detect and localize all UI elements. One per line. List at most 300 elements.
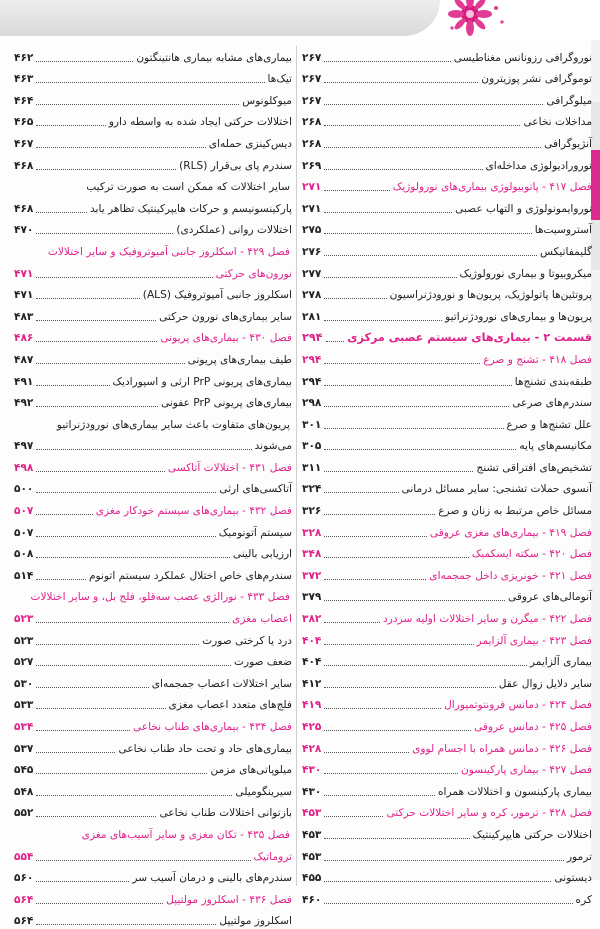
toc-page-number: ۲۷۷ — [302, 267, 322, 280]
toc-entry[interactable] — [14, 87, 292, 109]
toc-entry-title: طیف بیماری‌های پریونی — [187, 353, 292, 366]
dot-leader — [36, 860, 250, 861]
toc-entry[interactable] — [302, 778, 592, 800]
toc-entry[interactable] — [302, 238, 592, 260]
dot-leader — [36, 233, 173, 234]
dot-leader — [324, 600, 505, 601]
toc-entry-title: می‌شوند — [254, 440, 292, 453]
toc-chapter-entry[interactable] — [14, 238, 292, 260]
toc-entry-title: اختلالات حرکتی هایپرکینتیک — [472, 828, 592, 841]
dot-leader — [324, 169, 482, 170]
toc-entry[interactable] — [302, 865, 592, 887]
toc-entry[interactable] — [14, 411, 292, 433]
toc-entry[interactable] — [14, 670, 292, 692]
toc-entry-title: تیک‌ها — [267, 73, 292, 86]
toc-entry-title: فصل ۴۲۸ - ترمور، کره و سایر اختلالات حرکتی — [386, 807, 592, 820]
toc-chapter-entry[interactable] — [14, 454, 292, 476]
toc-entry-title: کره — [575, 893, 592, 906]
toc-page-number: ۴۱۲ — [302, 677, 322, 690]
toc-page-number: ۴۹۱ — [14, 375, 34, 388]
toc-entry[interactable] — [14, 130, 292, 152]
dot-leader — [36, 644, 199, 645]
toc-page-number: ۲۶۸ — [302, 116, 322, 129]
toc-entry-title: نورورادیولوژی مداخله‌ای — [485, 159, 592, 172]
toc-entry[interactable] — [302, 152, 592, 174]
toc-entry[interactable] — [302, 303, 592, 325]
toc-entry[interactable] — [14, 627, 292, 649]
toc-entry[interactable] — [14, 476, 292, 498]
toc-page-number: ۴۶۳ — [14, 73, 34, 86]
dot-leader — [36, 795, 232, 796]
toc-page-number: ۲۹۴ — [302, 353, 322, 366]
dot-leader — [324, 363, 480, 364]
toc-page-number: ۵۶۴ — [14, 915, 34, 928]
toc-entry[interactable] — [302, 497, 592, 519]
dot-leader — [324, 190, 389, 191]
toc-page-number: ۴۵۳ — [302, 828, 322, 841]
dot-leader — [324, 816, 383, 817]
toc-entry[interactable] — [302, 130, 592, 152]
toc-entry-title: بیماری‌های پریونی PrP ارثی و اسپورادیک — [112, 375, 292, 388]
toc-chapter-entry[interactable] — [302, 562, 592, 584]
dot-leader — [36, 773, 207, 774]
dot-leader — [36, 903, 163, 904]
toc-page-number: ۵۲۷ — [14, 656, 34, 669]
toc-page-number: ۴۵۳ — [302, 850, 322, 863]
dot-leader — [324, 773, 458, 774]
toc-entry-title: آتاکسی‌های ارثی — [219, 483, 292, 496]
toc-entry-title: ترمور — [566, 850, 592, 863]
dot-leader — [36, 622, 229, 623]
toc-entry[interactable] — [302, 66, 592, 88]
toc-page-number: ۳۲۶ — [302, 505, 322, 518]
toc-entry-title: درد یا کرختی صورت — [202, 634, 292, 647]
toc-page-number: ۵۶۴ — [14, 893, 34, 906]
dot-leader — [36, 147, 205, 148]
toc-chapter-entry[interactable] — [14, 584, 292, 606]
toc-entry-title: فصل ۴۳۰ - بیماری‌های پریونی — [160, 332, 292, 345]
toc-entry[interactable] — [14, 195, 292, 217]
toc-page-number: ۵۴۸ — [14, 785, 34, 798]
toc-page-number: ۴۸۶ — [14, 332, 34, 345]
toc-entry-title: سندرم پای بی‌قرار (RLS) — [179, 159, 292, 172]
dot-leader — [324, 622, 380, 623]
dot-leader — [324, 752, 409, 753]
toc-chapter-entry[interactable] — [302, 605, 592, 627]
toc-page-number: ۴۶۰ — [302, 893, 322, 906]
dot-leader — [36, 730, 130, 731]
toc-entry-title: فصل ۴۲۱ - خونریزی داخل جمجمه‌ای — [429, 569, 592, 582]
toc-entry-title: سایر اختلالات که ممکن است به صورت ترکیب — [86, 181, 290, 194]
dot-leader — [324, 644, 473, 645]
toc-entry-title: سندرم‌های خاص اختلال عملکرد سیستم اتونوم — [88, 569, 292, 582]
dot-leader — [324, 665, 526, 666]
toc-entry-title: بیماری پارکینسون و اختلالات همراه — [438, 785, 592, 798]
toc-page-number: ۳۲۴ — [302, 483, 322, 496]
dot-leader — [36, 665, 231, 666]
toc-page-number: ۵۲۳ — [14, 613, 34, 626]
toc-entry[interactable] — [14, 174, 292, 196]
toc-entry[interactable] — [14, 390, 292, 412]
toc-page-number: ۵۰۷ — [14, 505, 34, 518]
dot-leader — [324, 687, 495, 688]
toc-page-number: ۳۷۹ — [302, 591, 322, 604]
dot-leader — [36, 449, 251, 450]
toc-page-number: ۳۷۲ — [302, 569, 322, 582]
toc-entry[interactable] — [14, 44, 292, 66]
toc-chapter-entry[interactable] — [14, 886, 292, 908]
toc-page-number: ۲۷۱ — [302, 202, 322, 215]
toc-page-number: ۴۶۵ — [14, 116, 34, 129]
toc-entry-title: فصل ۴۳۲ - بیماری‌های سیستم خودکار مغزی — [95, 505, 292, 518]
toc-page-number: ۲۷۱ — [302, 181, 322, 194]
toc-page-number: ۴۷۱ — [14, 289, 34, 302]
toc-entry[interactable] — [302, 44, 592, 66]
toc-entry[interactable] — [14, 865, 292, 887]
toc-chapter-entry[interactable] — [14, 713, 292, 735]
toc-entry-title: دیس‌کینزی حمله‌ای — [208, 137, 292, 150]
toc-page-number: ۴۹۲ — [14, 397, 34, 410]
toc-entry-title: آنومالی‌های عروقی — [508, 591, 592, 604]
toc-page-number: ۵۰۸ — [14, 548, 34, 561]
toc-entry[interactable] — [14, 757, 292, 779]
toc-entry[interactable] — [302, 109, 592, 131]
toc-chapter-entry[interactable] — [14, 843, 292, 865]
toc-page-number: ۳۰۱ — [302, 418, 322, 431]
toc-chapter-entry[interactable] — [302, 519, 592, 541]
dot-leader — [36, 687, 148, 688]
dot-leader — [36, 169, 176, 170]
dot-leader — [36, 471, 164, 472]
toc-entry-title: علل تشنج‌ها و صرع — [506, 418, 592, 431]
toc-entry-title: فصل ۴۲۹ - اسکلروز جانبی آمیوتروفیک و سایر اختلالات — [47, 245, 290, 258]
toc-page-number: ۵۵۲ — [14, 807, 34, 820]
toc-entry-title: بیماری‌های پریونی PrP عفونی — [160, 397, 292, 410]
toc-entry[interactable] — [302, 886, 592, 908]
toc-page-number: ۲۶۹ — [302, 159, 322, 172]
dot-leader — [36, 104, 239, 105]
dot-leader — [324, 795, 435, 796]
toc-entry-title: اسکلروز مولتیپل — [219, 915, 292, 928]
toc-entry[interactable] — [14, 692, 292, 714]
toc-entry[interactable] — [302, 476, 592, 498]
dot-leader — [324, 255, 537, 256]
toc-entry[interactable] — [14, 908, 292, 929]
toc-page-number: ۳۴۸ — [302, 548, 322, 561]
toc-column-right — [302, 44, 592, 908]
toc-page-number: ۴۷۰ — [14, 224, 34, 237]
toc-entry[interactable] — [302, 282, 592, 304]
dot-leader — [326, 341, 345, 342]
toc-entry-title: فصل ۴۱۸ - تشنج و صرع — [483, 353, 592, 366]
dot-leader — [36, 125, 105, 126]
toc-part-heading[interactable] — [302, 325, 592, 347]
toc-page-number: ۴۳۰ — [302, 785, 322, 798]
toc-entry-title: آنسوی حملات تشنجی: سایر مسائل درمانی — [401, 483, 592, 496]
toc-entry-title: پروتئین‌ها پاتولوژیک، پریون‌ها و نورودژنراسیون — [389, 289, 592, 302]
dot-leader — [36, 61, 133, 62]
toc-entry-title: فصل ۴۲۲ - میگرن و سایر اختلالات اولیه سردرد — [383, 613, 592, 626]
toc-page-number: ۴۲۵ — [302, 721, 322, 733]
toc-entry-title: نورون‌های حرکتی — [215, 267, 292, 280]
dot-leader — [324, 557, 468, 558]
toc-entry-title: توموگرافی نشر پوزیترون — [481, 73, 592, 86]
toc-entry-title: بازتوانی اختلالات طناب نخاعی — [159, 807, 292, 820]
toc-page-number: ۲۶۸ — [302, 137, 322, 150]
toc-chapter-entry[interactable] — [14, 605, 292, 627]
toc-page-number: ۵۵۴ — [14, 850, 34, 863]
toc-entry[interactable] — [14, 519, 292, 541]
dot-leader — [36, 406, 158, 407]
dot-leader — [36, 492, 216, 493]
dot-leader — [324, 536, 426, 537]
toc-entry-title: فصل ۴۳۱ - اختلالات آتاکسی — [167, 461, 292, 474]
dot-leader — [36, 579, 86, 580]
toc-entry-title: نوروگرافی رزونانس مغناطیسی — [453, 51, 592, 64]
toc-entry[interactable] — [302, 217, 592, 239]
toc-page-number: ۴۵۵ — [302, 872, 322, 885]
toc-page-number: ۲۹۴ — [302, 331, 323, 345]
toc-chapter-entry[interactable] — [302, 735, 592, 757]
toc-entry-title: سندرم‌های صرعی — [512, 397, 592, 410]
toc-page-number: ۵۴۵ — [14, 764, 34, 777]
toc-page-number: ۵۳۷ — [14, 742, 34, 755]
dot-leader — [36, 708, 165, 709]
toc-entry[interactable] — [302, 368, 592, 390]
toc-page-number: ۲۶۷ — [302, 94, 322, 107]
toc-entry-title: اختلالات روانی (عملکردی) — [176, 224, 292, 237]
dot-leader — [324, 428, 503, 429]
toc-entry[interactable] — [302, 87, 592, 109]
toc-page-number: ۴۶۷ — [14, 137, 34, 150]
dot-leader — [324, 708, 441, 709]
toc-entry-title: مسائل خاص مرتبط به زنان و صرع — [438, 505, 592, 518]
dot-leader — [324, 125, 520, 126]
toc-entry-title: نوروایمونولوژی و التهاب عصبی — [455, 202, 592, 215]
toc-page-number: ۴۲۸ — [302, 742, 322, 755]
toc-chapter-entry[interactable] — [302, 692, 592, 714]
dot-leader — [324, 82, 478, 83]
toc-entry[interactable] — [302, 821, 592, 843]
toc-page-number: ۴۶۸ — [14, 202, 34, 215]
toc-entry-title: ارزیابی بالینی — [232, 548, 292, 561]
toc-entry-title: سایر اختلالات اعصاب جمجمه‌ای — [151, 677, 292, 690]
dot-leader — [324, 320, 442, 321]
toc-chapter-entry[interactable] — [302, 627, 592, 649]
toc-entry-title: میکروبیوتا و بیماری نورولوژیک — [459, 267, 592, 280]
dot-leader — [324, 838, 469, 839]
dot-leader — [36, 341, 157, 342]
dot-leader — [324, 449, 516, 450]
toc-entry-title: طبقه‌بندی تشنج‌ها — [514, 375, 592, 388]
toc-chapter-entry[interactable] — [302, 541, 592, 563]
toc-entry[interactable] — [14, 368, 292, 390]
toc-chapter-entry[interactable] — [302, 346, 592, 368]
chapter-tab-strip — [591, 40, 600, 880]
dot-leader — [36, 320, 156, 321]
toc-entry-title: فصل ۴۱۷ - پاتوبیولوژی بیماری‌های نورولوژیک — [392, 181, 592, 194]
dot-leader — [324, 860, 564, 861]
toc-entry-title: قسمت ۲ - بیماری‌های سیستم عصبی مرکزی — [347, 331, 592, 345]
dot-leader — [36, 277, 212, 278]
toc-entry[interactable] — [14, 346, 292, 368]
toc-page-number: ۲۸۱ — [302, 310, 322, 323]
dot-leader — [36, 924, 216, 925]
toc-entry[interactable] — [302, 390, 592, 412]
toc-entry-title: سیستم آتونومیک — [218, 526, 292, 539]
dot-leader — [324, 277, 456, 278]
toc-entry[interactable] — [302, 260, 592, 282]
dot-leader — [36, 298, 139, 299]
toc-entry-title: دیستونی — [554, 872, 592, 885]
toc-chapter-entry[interactable] — [302, 800, 592, 822]
toc-entry[interactable] — [14, 217, 292, 239]
toc-entry-title: تشخیص‌های افتراقی تشنج — [476, 461, 592, 474]
toc-entry[interactable] — [14, 282, 292, 304]
toc-chapter-entry[interactable] — [302, 174, 592, 196]
toc-page-number: ۵۳۰ — [14, 677, 34, 690]
toc-page-number: ۴۶۴ — [14, 94, 34, 107]
toc-page-number: ۵۳۴ — [14, 721, 34, 733]
toc-entry[interactable] — [302, 584, 592, 606]
toc-entry[interactable] — [14, 649, 292, 671]
toc-entry[interactable] — [302, 433, 592, 455]
toc-entry-title: تروماتیک — [253, 850, 292, 863]
toc-entry-title: اسکلروز جانبی آمیوتروفیک (ALS) — [142, 289, 292, 302]
toc-entry-title: سایر بیماری‌های نورون حرکتی — [159, 310, 292, 323]
dot-leader — [36, 816, 156, 817]
dot-leader — [324, 61, 450, 62]
toc-chapter-entry[interactable] — [14, 260, 292, 282]
toc-entry-title: میوکلونوس — [242, 94, 292, 107]
dot-leader — [324, 471, 473, 472]
toc-entry[interactable] — [14, 109, 292, 131]
toc-entry-title: فصل ۴۲۰ - سکته ایسکمیک — [471, 548, 592, 561]
dot-leader — [36, 385, 109, 386]
toc-page-number: ۴۹۸ — [14, 461, 34, 474]
dot-leader — [36, 536, 215, 537]
toc-entry-title: اعصاب مغزی — [232, 613, 292, 626]
toc-entry-title: بیماری آلزایمر — [529, 656, 592, 669]
dot-leader — [324, 492, 398, 493]
toc-entry-title: سایر دلایل زوال عقل — [498, 677, 592, 690]
dot-leader — [324, 298, 386, 299]
dot-leader — [324, 406, 509, 407]
toc-page-number: ۳۸۲ — [302, 613, 322, 626]
toc-chapter-entry[interactable] — [14, 325, 292, 347]
toc-entry[interactable] — [14, 541, 292, 563]
toc-page-number: ۴۹۷ — [14, 440, 34, 453]
toc-page-number: ۴۰۴ — [302, 634, 322, 647]
toc-page-number: ۴۷۱ — [14, 267, 34, 280]
toc-entry[interactable] — [302, 670, 592, 692]
dot-leader — [324, 385, 511, 386]
toc-entry-title: پارکینسونیسم و حرکات هایپرکینتیک تظاهر یابد — [90, 202, 292, 215]
toc-entry-title: میلوپاتی‌های مزمن — [210, 764, 292, 777]
toc-page-number: ۲۷۸ — [302, 289, 322, 302]
dot-leader — [36, 557, 229, 558]
toc-entry-title: فصل ۴۲۷ - بیماری پارکینسون — [461, 764, 592, 777]
toc-page-number: ۴۳۰ — [302, 764, 322, 777]
toc-entry-title: آستروسیت‌ها — [534, 224, 592, 237]
toc-entry[interactable] — [14, 778, 292, 800]
dot-leader — [324, 881, 551, 882]
toc-page-number: ۴۸۳ — [14, 310, 34, 323]
toc-entry-title: فلج‌های متعدد اعصاب مغزی — [168, 699, 292, 712]
toc-chapter-entry[interactable] — [14, 497, 292, 519]
toc-entry-title: میلوگرافی — [546, 94, 592, 107]
toc-entry-title: فصل ۴۲۳ - بیماری آلزایمر — [476, 634, 592, 647]
toc-entry[interactable] — [14, 303, 292, 325]
toc-entry[interactable] — [302, 454, 592, 476]
toc-entry[interactable] — [14, 735, 292, 757]
toc-chapter-entry[interactable] — [302, 757, 592, 779]
dot-leader — [324, 147, 541, 148]
toc-entry-title: بیماری‌های حاد و تحت حاد طناب نخاعی — [118, 742, 292, 755]
dot-leader — [36, 82, 264, 83]
column-divider — [296, 46, 297, 886]
toc-chapter-entry[interactable] — [302, 713, 592, 735]
toc-page-number: ۵۰۰ — [14, 483, 34, 496]
toc-page-number: ۳۰۵ — [302, 440, 322, 453]
toc-page-number: ۵۶۰ — [14, 872, 34, 885]
toc-entry[interactable] — [302, 411, 592, 433]
toc-page-number: ۵۱۴ — [14, 569, 34, 582]
toc-entry-title: فصل ۴۳۴ - بیماری‌های طناب نخاعی — [132, 721, 292, 733]
toc-chapter-entry[interactable] — [14, 821, 292, 843]
dot-leader — [324, 579, 426, 580]
toc-entry[interactable] — [302, 843, 592, 865]
dot-leader — [324, 903, 572, 904]
toc-entry[interactable] — [14, 562, 292, 584]
toc-entry-title: پریون‌های متفاوت باعث سایر بیماری‌های نورودژنراتیو — [56, 418, 290, 431]
toc-page-number: ۲۶۷ — [302, 73, 322, 86]
toc-page-number: ۴۸۷ — [14, 353, 34, 366]
dot-leader — [36, 881, 129, 882]
toc-entry[interactable] — [14, 66, 292, 88]
toc-page-number: ۴۶۸ — [14, 159, 34, 172]
toc-entry[interactable] — [14, 433, 292, 455]
dot-leader — [324, 233, 531, 234]
toc-page-number: ۲۶۷ — [302, 51, 322, 64]
toc-page-number: ۴۰۴ — [302, 656, 322, 669]
toc-page-number: ۳۱۱ — [302, 461, 322, 474]
toc-page-number: ۳۲۸ — [302, 526, 322, 539]
toc-entry-title: فصل ۴۳۶ - اسکلروز مولتیپل — [166, 893, 292, 906]
toc-entry[interactable] — [14, 800, 292, 822]
toc-page-number: ۲۹۴ — [302, 375, 322, 388]
toc-entry-title: سندرم‌های بالینی و درمان آسیب سر — [132, 872, 292, 885]
toc-entry[interactable] — [302, 195, 592, 217]
toc-entry-title: فصل ۴۳۳ - نورالژی عصب سه‌قلو، فلج بل، و سایر اختلالات — [30, 591, 290, 604]
toc-entry[interactable] — [14, 152, 292, 174]
dot-leader — [36, 752, 115, 753]
header-stripe — [0, 0, 440, 36]
dot-leader — [36, 212, 87, 213]
toc-entry-title: اختلالات حرکتی ایجاد شده به واسطه دارو — [108, 116, 292, 129]
toc-entry-title: مداخلات نخاعی — [523, 116, 592, 129]
toc-entry-title: سیرینگومیلی — [235, 785, 292, 798]
toc-entry-title: آنژیوگرافی — [544, 137, 592, 150]
toc-entry[interactable] — [302, 649, 592, 671]
toc-page-number: ۵۳۳ — [14, 699, 34, 712]
header-band — [0, 0, 600, 40]
toc-page-number: ۵۲۳ — [14, 634, 34, 647]
toc-entry-title: فصل ۴۱۹ - بیماری‌های مغزی عروقی — [429, 526, 592, 539]
toc-entry-title: فصل ۴۲۶ - دمانس همراه با اجسام لووی — [412, 742, 592, 755]
toc-entry-title: بیماری‌های مشابه بیماری هانتینگتون — [136, 51, 292, 64]
toc-entry-title: گلیمفاتیکس — [540, 245, 592, 258]
